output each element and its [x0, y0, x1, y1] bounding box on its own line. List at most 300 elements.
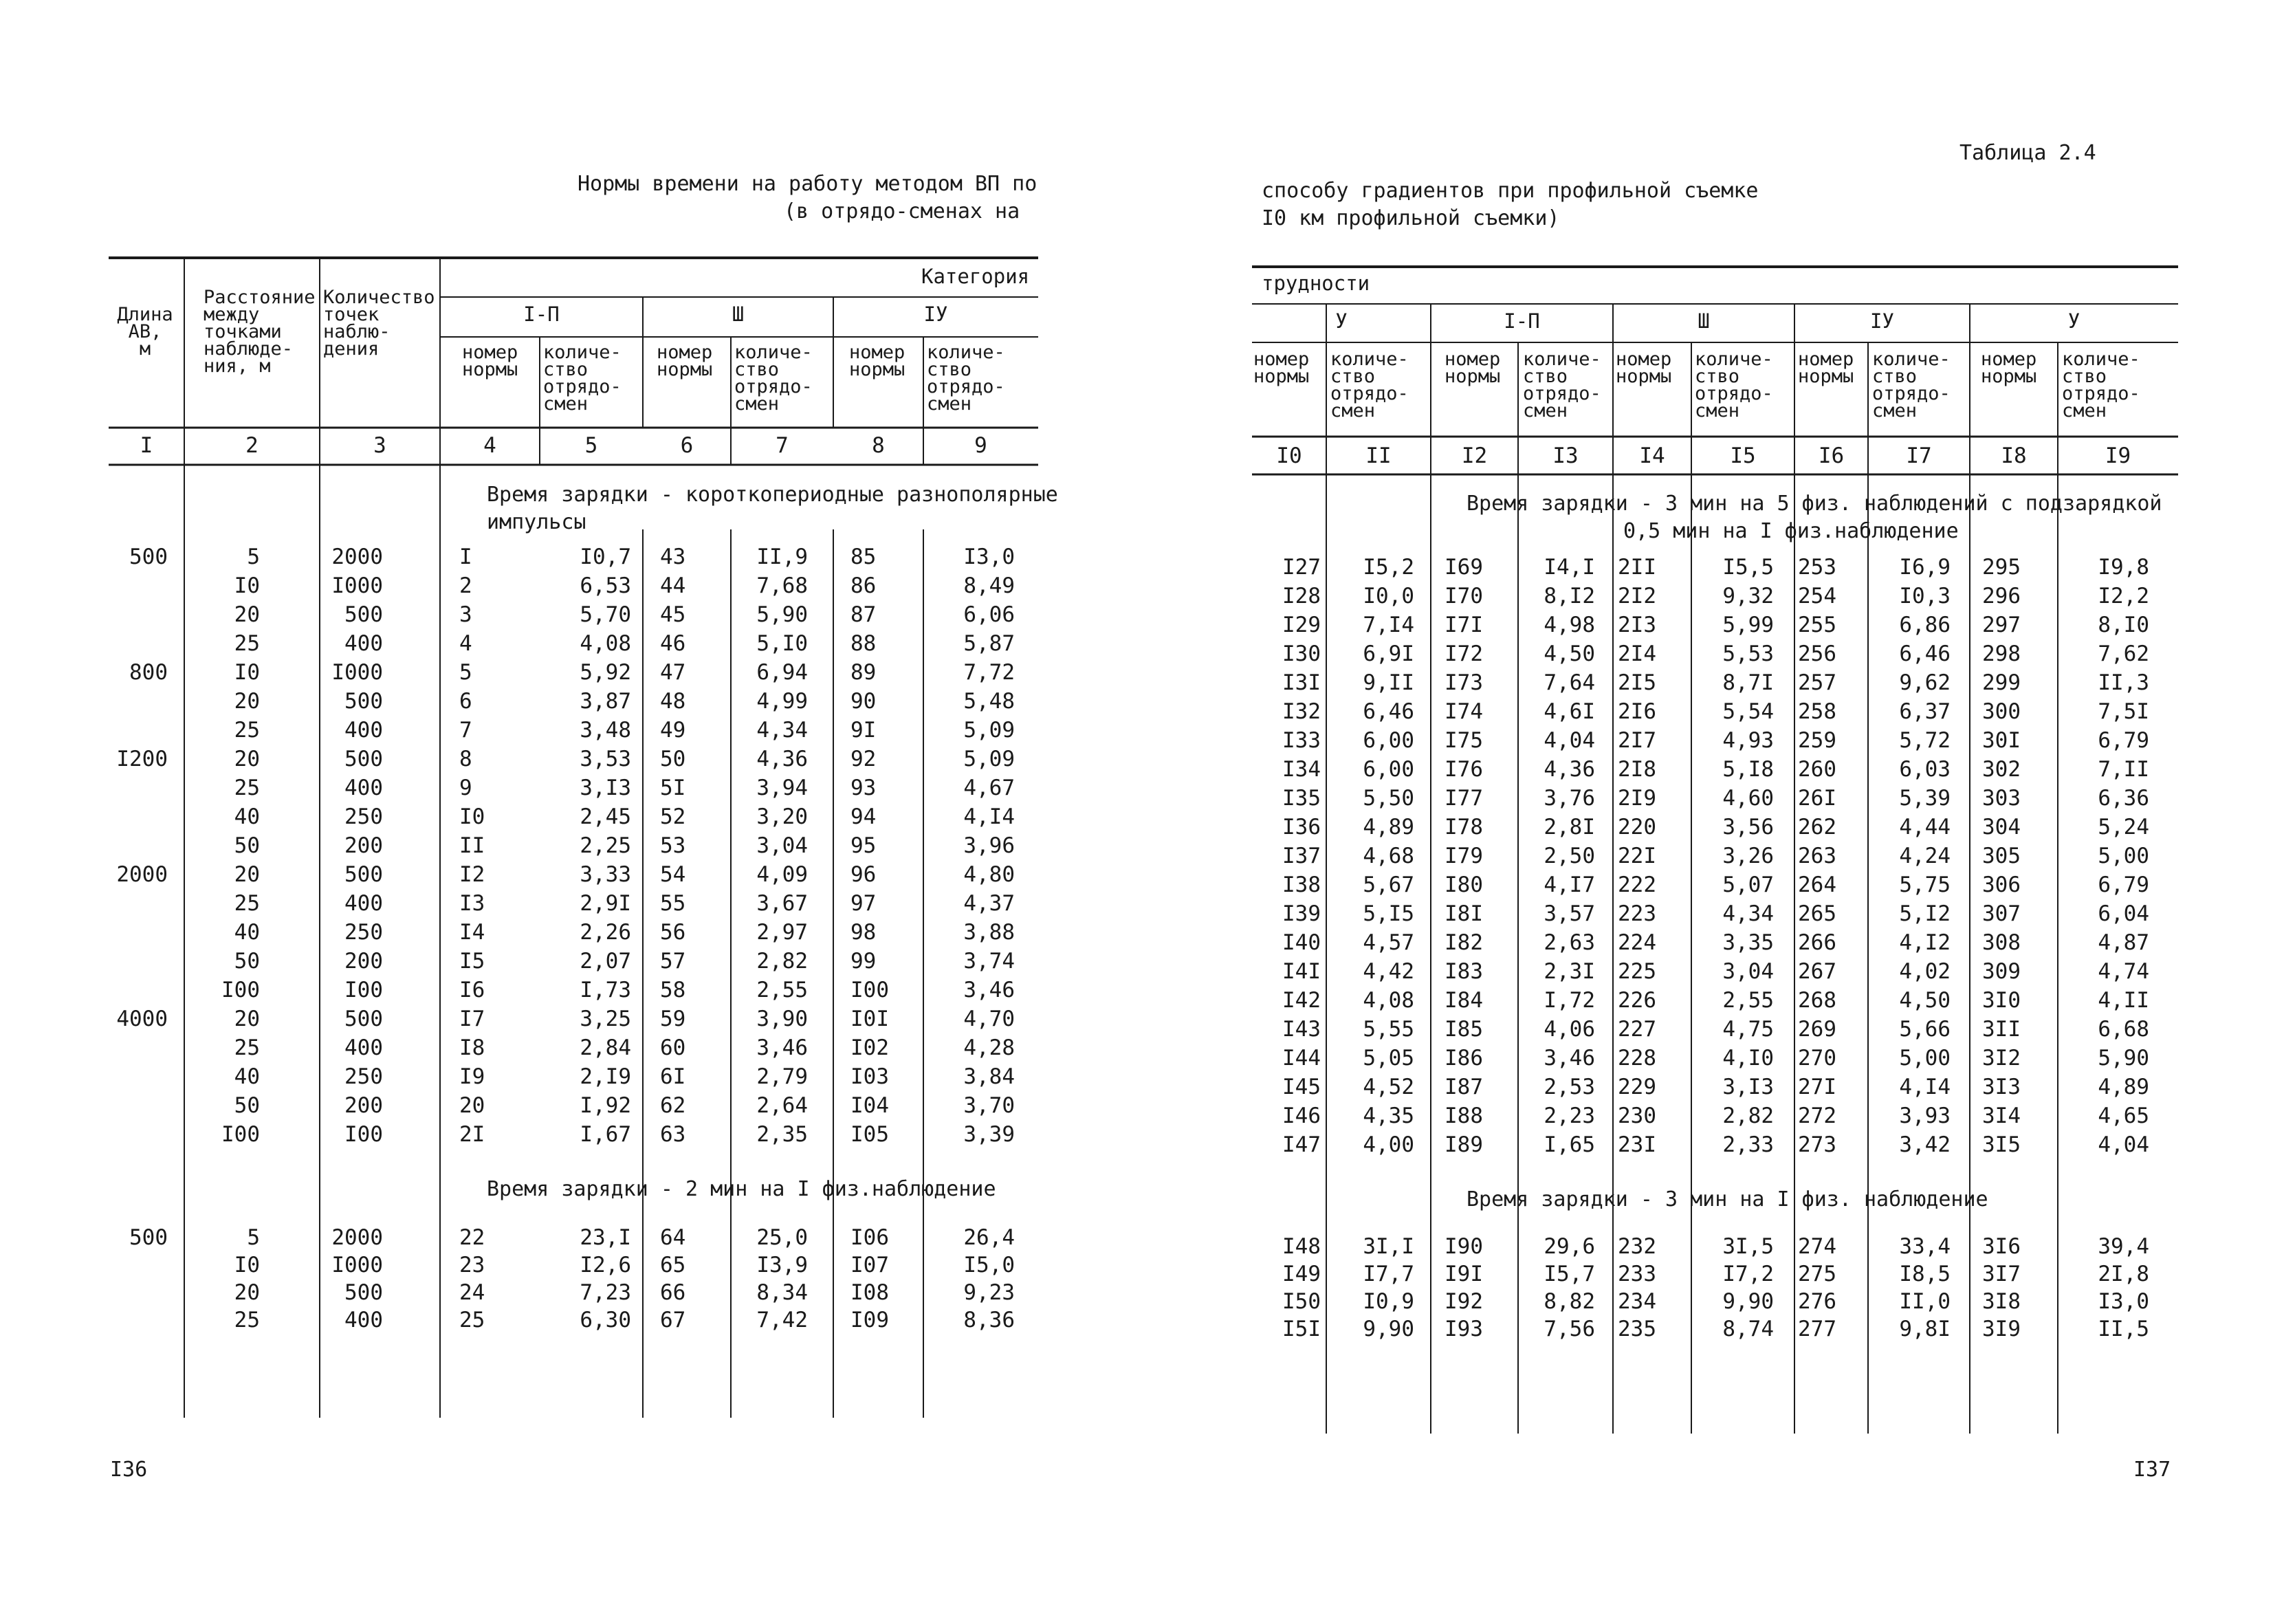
- table-cell: 50: [234, 1093, 260, 1118]
- table-cell: I0,7: [580, 545, 631, 569]
- table-cell: 235: [1618, 1317, 1656, 1341]
- table-cell: 4,68: [1363, 844, 1414, 868]
- table-cell: 6,04: [2098, 901, 2149, 926]
- table-cell: 2I: [459, 1122, 485, 1147]
- table-cell: 99: [850, 949, 877, 974]
- table-cell: 5,I8: [1722, 757, 1774, 782]
- table-cell: 500: [344, 602, 383, 627]
- table-cell: I28: [1282, 584, 1321, 608]
- table-cell: 6,79: [2098, 728, 2149, 753]
- table-cell: 2,9I: [580, 891, 631, 916]
- header-text: смен: [543, 393, 589, 415]
- header-distance: [204, 289, 316, 375]
- table-cell: 400: [344, 1308, 383, 1332]
- table-cell: 3,70: [963, 1093, 1015, 1118]
- table-cell: 23: [459, 1253, 485, 1277]
- table-cell: I,73: [580, 978, 631, 1002]
- table-cell: 7,I4: [1363, 613, 1414, 637]
- table-cell: 6,68: [2098, 1017, 2149, 1042]
- table-cell: 254: [1798, 584, 1836, 608]
- table-cell: 4,89: [2098, 1075, 2149, 1099]
- table-cell: I7: [459, 1007, 485, 1031]
- header-norm-number: [1981, 351, 2036, 385]
- table-cell: I04: [850, 1093, 889, 1118]
- section-title: Время зарядки - 3 мин на I физ. наблюдение: [1467, 1187, 1988, 1211]
- table-cell: 3,88: [963, 920, 1015, 945]
- column-number: 9: [974, 433, 987, 458]
- table-cell: 400: [344, 631, 383, 656]
- header-text: количе-: [2062, 349, 2140, 370]
- table-cell: 500: [129, 545, 168, 569]
- table-cell: 5,87: [963, 631, 1015, 656]
- table-cell: I69: [1445, 555, 1483, 580]
- table-cell: 2,23: [1544, 1104, 1595, 1128]
- table-cell: 92: [850, 747, 877, 771]
- table-cell: 7: [459, 718, 472, 743]
- table-cell: 9,62: [1899, 670, 1951, 695]
- table-cell: 2,8I: [1544, 815, 1595, 840]
- table-cell: 5,99: [1722, 613, 1774, 637]
- table-cell: 2II: [1618, 555, 1656, 580]
- header-text: номер: [849, 342, 905, 363]
- table-cell: I02: [850, 1035, 889, 1060]
- table-cell: 25: [234, 891, 260, 916]
- table-cell: 5,53: [1722, 641, 1774, 666]
- header-group-3: Ш: [1698, 309, 1710, 333]
- table-cell: 49: [660, 718, 686, 743]
- table-cell: 5,05: [1363, 1046, 1414, 1071]
- table-cell: II: [459, 833, 485, 858]
- table-cell: 52: [660, 804, 686, 829]
- table-cell: I88: [1445, 1104, 1483, 1128]
- table-cell: 27I: [1798, 1075, 1836, 1099]
- table-cell: 20: [234, 1007, 260, 1031]
- table-cell: 3I,I: [1363, 1234, 1414, 1259]
- table-cell: 6,79: [2098, 873, 2149, 897]
- table-cell: 295: [1982, 555, 2021, 580]
- header-shift-count: [2062, 351, 2140, 419]
- header-text: нормы: [1798, 366, 1854, 387]
- column-number: 7: [776, 433, 789, 458]
- column-number: I9: [2105, 443, 2131, 468]
- table-cell: 269: [1798, 1017, 1836, 1042]
- table-cell: 4,I0: [1722, 1046, 1774, 1071]
- header-text: точками: [204, 321, 282, 342]
- header-text: отрядо-: [734, 376, 813, 397]
- table-cell: 65: [660, 1253, 686, 1277]
- table-cell: I72: [1445, 641, 1483, 666]
- table-cell: I74: [1445, 699, 1483, 724]
- table-cell: 800: [129, 660, 168, 685]
- table-cell: 29,6: [1544, 1234, 1595, 1259]
- table-cell: 2,33: [1722, 1132, 1774, 1157]
- table-cell: 259: [1798, 728, 1836, 753]
- table-cell: 5,I2: [1899, 901, 1951, 926]
- table-cell: 309: [1982, 959, 2021, 984]
- header-text: нормы: [462, 359, 518, 380]
- table-cell: 3I4: [1982, 1104, 2021, 1128]
- table-cell: 63: [660, 1122, 686, 1147]
- right-table-grid: [1136, 0, 2273, 1624]
- title-line-1: Нормы времени на работу методом ВП по: [578, 172, 1037, 196]
- table-cell: I000: [331, 660, 383, 685]
- header-text: номер: [1445, 349, 1501, 370]
- header-text: точек: [323, 304, 380, 325]
- table-cell: 6,46: [1363, 699, 1414, 724]
- table-cell: I76: [1445, 757, 1483, 782]
- table-cell: I00: [221, 978, 260, 1002]
- header-text: Расстояние: [204, 287, 316, 308]
- table-cell: 20: [234, 1280, 260, 1305]
- table-cell: 500: [344, 689, 383, 714]
- table-cell: 9,32: [1722, 584, 1774, 608]
- table-cell: I34: [1282, 757, 1321, 782]
- table-cell: 5,48: [963, 689, 1015, 714]
- header-length-ab: [109, 306, 182, 358]
- header-shift-count: [734, 344, 813, 413]
- table-cell: 4,80: [963, 862, 1015, 887]
- table-cell: 300: [1982, 699, 2021, 724]
- table-cell: 5,I0: [756, 631, 808, 656]
- table-cell: I00: [344, 1122, 383, 1147]
- header-shift-count: [1872, 351, 1951, 419]
- column-number: I8: [2001, 443, 2027, 468]
- table-cell: 85: [850, 545, 877, 569]
- table-cell: 3,39: [963, 1122, 1015, 1147]
- table-cell: 3,04: [1722, 959, 1774, 984]
- page-number: I36: [110, 1458, 148, 1482]
- table-cell: I80: [1445, 873, 1483, 897]
- column-number: I6: [1818, 443, 1845, 468]
- table-cell: 67: [660, 1308, 686, 1332]
- table-cell: 6I: [660, 1064, 686, 1089]
- table-cell: 3,42: [1899, 1132, 1951, 1157]
- table-cell: 25: [459, 1308, 485, 1332]
- header-difficulty: трудности: [1262, 272, 1370, 295]
- table-cell: 4,93: [1722, 728, 1774, 753]
- header-text: количе-: [927, 342, 1005, 363]
- table-cell: 22: [459, 1225, 485, 1250]
- table-cell: 8,I0: [2098, 613, 2149, 637]
- table-cell: I47: [1282, 1132, 1321, 1157]
- table-cell: 229: [1618, 1075, 1656, 1099]
- table-cell: 232: [1618, 1234, 1656, 1259]
- table-cell: I000: [331, 573, 383, 598]
- table-cell: 50: [660, 747, 686, 771]
- table-cell: I9,8: [2098, 555, 2149, 580]
- table-cell: 8,49: [963, 573, 1015, 598]
- table-cell: 225: [1618, 959, 1656, 984]
- table-cell: 88: [850, 631, 877, 656]
- table-cell: I08: [850, 1280, 889, 1305]
- header-text: нормы: [657, 359, 713, 380]
- table-cell: I8,5: [1899, 1262, 1951, 1286]
- header-norm-number: [657, 344, 712, 378]
- header-norm-number: [849, 344, 905, 378]
- table-cell: 2000: [116, 862, 168, 887]
- table-cell: 4,75: [1722, 1017, 1774, 1042]
- table-cell: 250: [344, 920, 383, 945]
- header-shift-count: [543, 344, 622, 413]
- table-cell: 6,00: [1363, 757, 1414, 782]
- header-text: м: [139, 338, 151, 360]
- header-group-4: IУ: [1870, 309, 1894, 333]
- table-cell: 258: [1798, 699, 1836, 724]
- table-cell: 500: [344, 862, 383, 887]
- table-cell: 3,93: [1899, 1104, 1951, 1128]
- table-cell: 4,06: [1544, 1017, 1595, 1042]
- table-cell: 305: [1982, 844, 2021, 868]
- table-cell: 3I,5: [1722, 1234, 1774, 1259]
- table-cell: 303: [1982, 786, 2021, 811]
- table-cell: 257: [1798, 670, 1836, 695]
- table-cell: 4,II: [2098, 988, 2149, 1013]
- page-number: I37: [2133, 1458, 2171, 1482]
- header-group-3: Ш: [732, 303, 745, 326]
- table-cell: 5,07: [1722, 873, 1774, 897]
- table-cell: I83: [1445, 959, 1483, 984]
- table-cell: 40: [234, 804, 260, 829]
- header-text: отрядо-: [543, 376, 622, 397]
- table-cell: 270: [1798, 1046, 1836, 1071]
- header-text: смен: [2062, 400, 2107, 421]
- table-cell: I3: [459, 891, 485, 916]
- table-cell: 5,39: [1899, 786, 1951, 811]
- table-cell: 275: [1798, 1262, 1836, 1286]
- table-cell: 20: [459, 1093, 485, 1118]
- table-cell: 4: [459, 631, 472, 656]
- table-cell: 4,50: [1544, 641, 1595, 666]
- table-cell: 2,84: [580, 1035, 631, 1060]
- header-text: номер: [1253, 349, 1310, 370]
- table-cell: I5I: [1282, 1317, 1321, 1341]
- section-title: 0,5 мин на I физ.наблюдение: [1623, 519, 1959, 543]
- header-text: смен: [927, 393, 972, 415]
- table-cell: 9,90: [1363, 1317, 1414, 1341]
- table-cell: I0,3: [1899, 584, 1951, 608]
- table-cell: 6,06: [963, 602, 1015, 627]
- table-cell: 5,00: [2098, 844, 2149, 868]
- header-text: нормы: [1616, 366, 1672, 387]
- table-cell: 7,64: [1544, 670, 1595, 695]
- table-cell: 2,63: [1544, 930, 1595, 955]
- table-cell: 2I4: [1618, 641, 1656, 666]
- header-text: количе-: [1695, 349, 1773, 370]
- table-cell: 400: [344, 1035, 383, 1060]
- table-cell: 4,36: [756, 747, 808, 771]
- header-norm-number: [1253, 351, 1309, 385]
- header-category: Категория: [921, 265, 1030, 288]
- table-cell: I75: [1445, 728, 1483, 753]
- table-cell: 5,09: [963, 747, 1015, 771]
- table-cell: I40: [1282, 930, 1321, 955]
- header-shift-count: [1523, 351, 1601, 419]
- table-cell: 4,57: [1363, 930, 1414, 955]
- table-cell: 4,50: [1899, 988, 1951, 1013]
- table-cell: 98: [850, 920, 877, 945]
- section-title: Время зарядки - 3 мин на 5 физ. наблюдений с подзарядкой: [1467, 492, 2162, 516]
- table-cell: I46: [1282, 1104, 1321, 1128]
- table-cell: 3,46: [756, 1035, 808, 1060]
- table-cell: 5,24: [2098, 815, 2149, 840]
- column-number: 6: [680, 433, 694, 458]
- table-cell: 46: [660, 631, 686, 656]
- table-cell: I3,9: [756, 1253, 808, 1277]
- table-cell: 30I: [1982, 728, 2021, 753]
- header-points-count: [323, 289, 435, 358]
- table-cell: 4,28: [963, 1035, 1015, 1060]
- header-text: ство: [2062, 366, 2107, 387]
- table-cell: 3I6: [1982, 1234, 2021, 1259]
- table-cell: 6,03: [1899, 757, 1951, 782]
- table-cell: I6: [459, 978, 485, 1002]
- header-text: количе-: [1523, 349, 1601, 370]
- title-line-2: (в отрядо-сменах на: [784, 199, 1020, 223]
- table-cell: I00: [221, 1122, 260, 1147]
- column-number: I: [140, 433, 153, 458]
- table-cell: 302: [1982, 757, 2021, 782]
- table-cell: I7,2: [1722, 1262, 1774, 1286]
- table-cell: 2,45: [580, 804, 631, 829]
- table-cell: 4,60: [1722, 786, 1774, 811]
- column-number: I3: [1552, 443, 1579, 468]
- table-cell: 6,53: [580, 573, 631, 598]
- table-cell: 9,90: [1722, 1289, 1774, 1314]
- table-cell: 4,36: [1544, 757, 1595, 782]
- table-cell: I49: [1282, 1262, 1321, 1286]
- table-cell: 2,97: [756, 920, 808, 945]
- table-cell: 4,99: [756, 689, 808, 714]
- header-text: Длина: [117, 304, 173, 325]
- column-number: I7: [1906, 443, 1932, 468]
- table-cell: 7,72: [963, 660, 1015, 685]
- table-cell: I44: [1282, 1046, 1321, 1071]
- table-cell: 5: [459, 660, 472, 685]
- table-cell: 2I3: [1618, 613, 1656, 637]
- table-cell: 4,89: [1363, 815, 1414, 840]
- table-cell: 6,86: [1899, 613, 1951, 637]
- table-cell: 2,53: [1544, 1075, 1595, 1099]
- section-title: импульсы: [487, 510, 586, 534]
- header-text: нормы: [1253, 366, 1310, 387]
- table-cell: I06: [850, 1225, 889, 1250]
- table-cell: 8,36: [963, 1308, 1015, 1332]
- table-cell: 262: [1798, 815, 1836, 840]
- table-cell: 93: [850, 776, 877, 800]
- table-cell: 3,67: [756, 891, 808, 916]
- table-cell: I8: [459, 1035, 485, 1060]
- table-cell: 224: [1618, 930, 1656, 955]
- table-cell: 4,I4: [1899, 1075, 1951, 1099]
- header-norm-number: [1798, 351, 1854, 385]
- table-cell: 6,37: [1899, 699, 1951, 724]
- column-number: 2: [245, 433, 259, 458]
- header-norm-number: [462, 344, 518, 378]
- table-cell: 296: [1982, 584, 2021, 608]
- table-cell: 23I: [1618, 1132, 1656, 1157]
- header-text: Количество: [323, 287, 435, 308]
- table-cell: 6,30: [580, 1308, 631, 1332]
- table-cell: 7,II: [2098, 757, 2149, 782]
- table-cell: 6,46: [1899, 641, 1951, 666]
- header-text: ство: [1523, 366, 1568, 387]
- table-cell: 64: [660, 1225, 686, 1250]
- table-cell: 4,34: [756, 718, 808, 743]
- table-cell: 200: [344, 1093, 383, 1118]
- table-cell: 250: [344, 804, 383, 829]
- header-text: ство: [1872, 366, 1918, 387]
- table-cell: 9,23: [963, 1280, 1015, 1305]
- table-cell: 57: [660, 949, 686, 974]
- table-cell: 2I8: [1618, 757, 1656, 782]
- table-cell: I03: [850, 1064, 889, 1089]
- table-cell: I43: [1282, 1017, 1321, 1042]
- table-cell: 3,94: [756, 776, 808, 800]
- table-cell: 2,07: [580, 949, 631, 974]
- table-cell: I90: [1445, 1234, 1483, 1259]
- table-cell: I50: [1282, 1289, 1321, 1314]
- table-cell: 2I2: [1618, 584, 1656, 608]
- title-line-1: способу градиентов при профильной съемке: [1262, 179, 1759, 203]
- table-cell: I5,0: [963, 1253, 1015, 1277]
- table-cell: I79: [1445, 844, 1483, 868]
- column-number: I5: [1730, 443, 1756, 468]
- table-cell: I42: [1282, 988, 1321, 1013]
- table-cell: 256: [1798, 641, 1836, 666]
- table-cell: 220: [1618, 815, 1656, 840]
- table-cell: 4,04: [1544, 728, 1595, 753]
- table-cell: 227: [1618, 1017, 1656, 1042]
- table-cell: I78: [1445, 815, 1483, 840]
- table-cell: I9I: [1445, 1262, 1483, 1286]
- table-cell: 5,90: [2098, 1046, 2149, 1071]
- header-text: отрядо-: [1523, 383, 1601, 404]
- table-cell: 2,35: [756, 1122, 808, 1147]
- header-shift-count: [1695, 351, 1773, 419]
- table-cell: 500: [344, 1007, 383, 1031]
- table-cell: 25: [234, 1308, 260, 1332]
- table-cell: I5: [459, 949, 485, 974]
- table-cell: I77: [1445, 786, 1483, 811]
- table-cell: 3I9: [1982, 1317, 2021, 1341]
- table-cell: 4,I7: [1544, 873, 1595, 897]
- table-cell: I27: [1282, 555, 1321, 580]
- table-cell: I0: [234, 660, 260, 685]
- table-cell: 306: [1982, 873, 2021, 897]
- table-cell: 4,37: [963, 891, 1015, 916]
- table-cell: 2I,8: [2098, 1262, 2149, 1286]
- table-cell: I00: [344, 978, 383, 1002]
- header-text: смен: [1872, 400, 1918, 421]
- table-cell: 3I5: [1982, 1132, 2021, 1157]
- table-cell: I92: [1445, 1289, 1483, 1314]
- right-page: [1136, 0, 2273, 1624]
- table-cell: 3,53: [580, 747, 631, 771]
- table-cell: I70: [1445, 584, 1483, 608]
- table-cell: 2,26: [580, 920, 631, 945]
- header-text: номер: [657, 342, 713, 363]
- table-cell: I38: [1282, 873, 1321, 897]
- table-cell: 3,04: [756, 833, 808, 858]
- table-cell: 40: [234, 920, 260, 945]
- table-cell: 400: [344, 776, 383, 800]
- table-cell: 233: [1618, 1262, 1656, 1286]
- table-cell: 304: [1982, 815, 2021, 840]
- table-cell: 222: [1618, 873, 1656, 897]
- table-cell: 230: [1618, 1104, 1656, 1128]
- table-cell: 3,46: [1544, 1046, 1595, 1071]
- table-cell: I07: [850, 1253, 889, 1277]
